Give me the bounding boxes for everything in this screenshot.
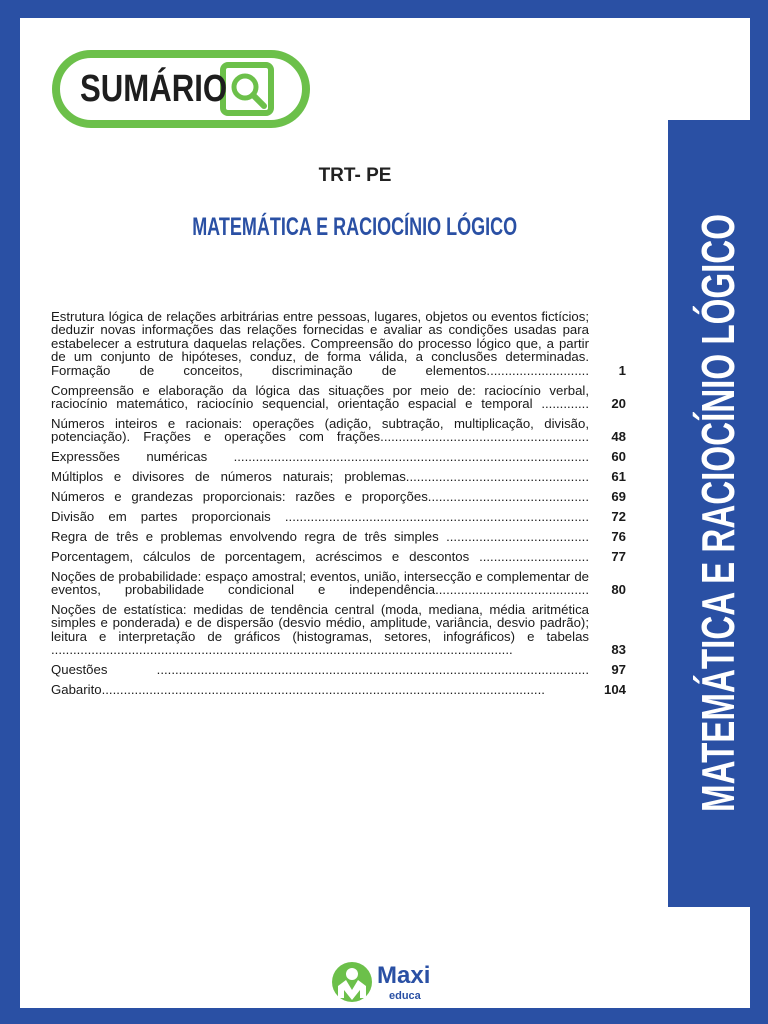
toc-entry[interactable] — [51, 510, 626, 523]
toc-entry[interactable] — [51, 570, 626, 597]
table-of-contents — [51, 310, 626, 703]
toc-entry-text: Regra de três e problemas envolvendo regra de três simples ....................................... — [51, 528, 589, 544]
toc-entry-text: Números e grandezas proporcionais: razões e proporções............................................ — [51, 488, 589, 504]
toc-entry-page: 72 — [611, 508, 626, 524]
magnifier-icon — [234, 76, 264, 106]
toc-entry[interactable] — [51, 490, 626, 503]
toc-entry[interactable] — [51, 530, 626, 543]
toc-entry-text: Números inteiros e racionais: operações (adição, subtração, multiplicação, divisão, potenciação). Frações e operações com frações......................................................... — [51, 415, 589, 445]
document-heading: TRT- PE — [318, 165, 392, 186]
toc-entry[interactable] — [51, 683, 626, 696]
toc-entry-text: Porcentagem, cálculos de porcentagem, acréscimos e descontos .............................. — [51, 548, 589, 564]
toc-entry-page: 83 — [611, 642, 626, 658]
toc-entry-page: 77 — [611, 548, 626, 564]
toc-entry-text: Questões ...................................................................................................................... — [51, 662, 589, 678]
footer-brand: Maxi — [377, 962, 431, 989]
toc-entry-text: Múltiplos e divisores de números naturais; problemas.................................................. — [51, 469, 589, 485]
maxi-logo-icon — [330, 960, 376, 1004]
toc-entry-page: 1 — [618, 362, 626, 378]
toc-entry-text: Expressões numéricas ................................................................................................. — [51, 449, 589, 465]
toc-entry-page: 48 — [611, 429, 626, 445]
toc-entry-text: Noções de estatística: medidas de tendência central (moda, mediana, média aritmética simples e ponderada) e de dispersão (desvio médio, amplitude, variância, desvio padrão); leitura e interpretação de gráficos (histogramas, setores, infográficos) e tabelas .............................................................................................................................. — [51, 601, 589, 658]
toc-entry-text: Gabarito......................................................................................................................... — [51, 681, 545, 697]
toc-entry[interactable] — [51, 310, 626, 377]
document-subheading: MATEMÁTICA E RACIOCÍNIO LÓGICO — [192, 213, 518, 241]
footer-tagline: educa — [389, 990, 421, 1002]
toc-entry-text: Noções de probabilidade: espaço amostral; eventos, união, intersecção e complementar de eventos, probabilidade condicional e independência.......................................... — [51, 568, 589, 597]
toc-entry[interactable] — [51, 384, 626, 411]
toc-entry-page: 20 — [611, 395, 626, 411]
side-tab-title: MATEMÁTICA E RACIOCÍNIO LÓGICO — [692, 214, 744, 812]
toc-entry[interactable] — [51, 470, 626, 483]
summary-logo — [52, 50, 310, 128]
toc-entry-page: 104 — [603, 681, 626, 697]
maxi-educa-logo — [330, 960, 450, 1008]
toc-entry-page: 61 — [611, 469, 626, 485]
toc-entry[interactable] — [51, 417, 626, 444]
toc-entry-text: Divisão em partes proporcionais ................................................................................... — [51, 508, 589, 524]
toc-entry[interactable] — [51, 550, 626, 563]
toc-entry-page: 80 — [611, 582, 626, 597]
toc-entry-page: 97 — [611, 662, 626, 678]
toc-entry[interactable] — [51, 450, 626, 463]
summary-label: SUMÁRIO — [80, 68, 228, 110]
toc-entry[interactable] — [51, 663, 626, 676]
toc-entry[interactable] — [51, 603, 626, 657]
toc-entry-page: 76 — [611, 528, 626, 544]
toc-entry-page: 60 — [611, 449, 626, 465]
toc-entry-text: Compreensão e elaboração da lógica das situações por meio de: raciocínio verbal, raciocínio matemático, raciocínio sequencial, orientação espacial e temporal ............. — [51, 382, 589, 411]
toc-entry-text: Estrutura lógica de relações arbitrárias entre pessoas, lugares, objetos ou eventos fictícios; deduzir novas informações das relações fornecidas e avaliar as condições usadas para estabelecer a estrutura daquelas relações. Compreensão do processo lógico que, a partir de um conjunto de hipóteses, conduz, de forma válida, a conclusões determinadas. Formação de conceitos, discriminação de elementos............................ — [51, 309, 589, 378]
toc-entry-page: 69 — [611, 488, 626, 504]
